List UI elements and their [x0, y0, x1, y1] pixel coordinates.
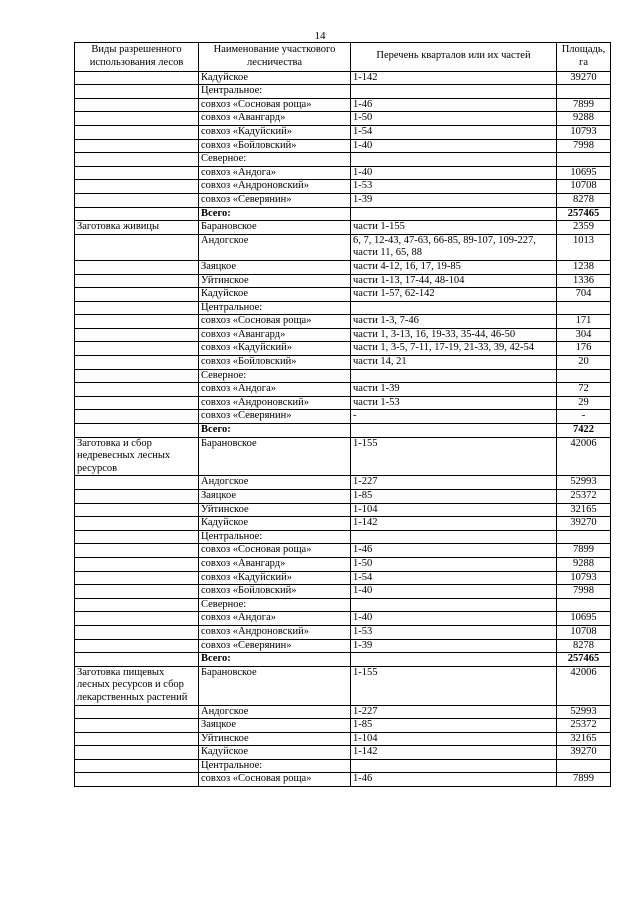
- use-type-cell: [75, 369, 199, 383]
- quarters-cell: части 4-12, 16, 17, 19-85: [351, 260, 557, 274]
- forestry-name-cell: Барановское: [199, 437, 351, 476]
- table-row: [75, 759, 611, 773]
- quarters-cell: 1-85: [351, 490, 557, 504]
- table-row: [75, 476, 611, 490]
- use-type-cell: [75, 301, 199, 315]
- forestry-name-cell: Барановское: [199, 666, 351, 705]
- area-cell: 39270: [557, 517, 611, 531]
- forestry-name-cell: совхоз «Сосновая роща»: [199, 773, 351, 787]
- area-cell: [557, 530, 611, 544]
- quarters-cell: 1-53: [351, 180, 557, 194]
- forestry-name-cell: совхоз «Авангард»: [199, 112, 351, 126]
- forestry-name-cell: Всего:: [199, 424, 351, 438]
- forestry-name-cell: совхоз «Андроновский»: [199, 396, 351, 410]
- area-cell: 7422: [557, 424, 611, 438]
- table-row: [75, 396, 611, 410]
- use-type-cell: [75, 166, 199, 180]
- forestry-name-cell: Уйтинское: [199, 732, 351, 746]
- forestry-name-cell: Барановское: [199, 221, 351, 235]
- table-total-row: [75, 424, 611, 438]
- area-cell: 32165: [557, 732, 611, 746]
- use-type-cell: [75, 274, 199, 288]
- area-cell: 10695: [557, 612, 611, 626]
- header-forestry-name: Наименование участкового лесничества: [199, 43, 351, 72]
- quarters-cell: 1-50: [351, 112, 557, 126]
- forestry-name-cell: совхоз «Бойловский»: [199, 139, 351, 153]
- quarters-cell: 1-40: [351, 166, 557, 180]
- use-type-cell: [75, 153, 199, 167]
- use-type-cell: [75, 705, 199, 719]
- forestry-name-cell: Северное:: [199, 153, 351, 167]
- area-cell: 7998: [557, 585, 611, 599]
- table-row: [75, 732, 611, 746]
- quarters-cell: 1-54: [351, 571, 557, 585]
- use-type-cell: [75, 517, 199, 531]
- quarters-cell: 1-40: [351, 139, 557, 153]
- forestry-name-cell: Центральное:: [199, 301, 351, 315]
- area-cell: [557, 153, 611, 167]
- area-cell: 20: [557, 356, 611, 370]
- use-type-cell: [75, 98, 199, 112]
- table-row: [75, 328, 611, 342]
- area-cell: 1336: [557, 274, 611, 288]
- header-use-type: Виды разрешенного использования лесов: [75, 43, 199, 72]
- quarters-cell: 1-40: [351, 585, 557, 599]
- quarters-cell: 1-142: [351, 746, 557, 760]
- forestry-name-cell: совхоз «Авангард»: [199, 557, 351, 571]
- header-quarters-list: Перечень кварталов или их частей: [351, 43, 557, 72]
- forestry-name-cell: совхоз «Северянин»: [199, 410, 351, 424]
- table-row: [75, 598, 611, 612]
- area-cell: 72: [557, 383, 611, 397]
- forestry-name-cell: совхоз «Северянин»: [199, 639, 351, 653]
- use-type-cell: Заготовка живицы: [75, 221, 199, 235]
- table-header-row: [75, 43, 611, 72]
- forestry-name-cell: Андогское: [199, 234, 351, 260]
- table-row: [75, 342, 611, 356]
- table-row: [75, 719, 611, 733]
- area-cell: 1238: [557, 260, 611, 274]
- use-type-cell: [75, 503, 199, 517]
- table-row: [75, 557, 611, 571]
- table-row: [75, 437, 611, 476]
- forestry-name-cell: Кадуйское: [199, 71, 351, 85]
- use-type-cell: [75, 732, 199, 746]
- use-type-cell: [75, 356, 199, 370]
- area-cell: 7899: [557, 98, 611, 112]
- forestry-name-cell: Всего:: [199, 653, 351, 667]
- use-type-cell: [75, 530, 199, 544]
- area-cell: 10695: [557, 166, 611, 180]
- area-cell: 10708: [557, 180, 611, 194]
- use-type-cell: Заготовка пищевых лесных ресурсов и сбор лекарственных растений: [75, 666, 199, 705]
- use-type-cell: [75, 612, 199, 626]
- area-cell: 29: [557, 396, 611, 410]
- forestry-name-cell: Центральное:: [199, 85, 351, 99]
- table-row: [75, 315, 611, 329]
- quarters-cell: 1-155: [351, 437, 557, 476]
- table-row: [75, 490, 611, 504]
- table-row: [75, 705, 611, 719]
- area-cell: 7998: [557, 139, 611, 153]
- use-type-cell: [75, 139, 199, 153]
- table-row: [75, 369, 611, 383]
- area-cell: -: [557, 410, 611, 424]
- table-row: [75, 571, 611, 585]
- quarters-cell: 1-54: [351, 125, 557, 139]
- use-type-cell: [75, 773, 199, 787]
- forestry-name-cell: Андогское: [199, 705, 351, 719]
- quarters-cell: 1-104: [351, 732, 557, 746]
- quarters-cell: -: [351, 410, 557, 424]
- area-cell: 9288: [557, 112, 611, 126]
- forestry-name-cell: Заяцкое: [199, 719, 351, 733]
- use-type-cell: [75, 639, 199, 653]
- forestry-name-cell: совхоз «Сосновая роща»: [199, 98, 351, 112]
- area-cell: [557, 598, 611, 612]
- quarters-cell: 1-40: [351, 612, 557, 626]
- area-cell: 171: [557, 315, 611, 329]
- forestry-name-cell: совхоз «Сосновая роща»: [199, 315, 351, 329]
- quarters-cell: части 1-155: [351, 221, 557, 235]
- forestry-name-cell: Кадуйское: [199, 517, 351, 531]
- forestry-name-cell: совхоз «Андога»: [199, 166, 351, 180]
- table-row: [75, 234, 611, 260]
- table-row: [75, 71, 611, 85]
- area-cell: [557, 369, 611, 383]
- table-row: [75, 166, 611, 180]
- table-row: [75, 301, 611, 315]
- use-type-cell: [75, 759, 199, 773]
- area-cell: 25372: [557, 719, 611, 733]
- forestry-name-cell: совхоз «Северянин»: [199, 193, 351, 207]
- use-type-cell: [75, 125, 199, 139]
- use-type-cell: [75, 585, 199, 599]
- table-row: [75, 125, 611, 139]
- quarters-cell: части 1-57, 62-142: [351, 288, 557, 302]
- quarters-cell: 1-46: [351, 544, 557, 558]
- quarters-cell: 1-50: [351, 557, 557, 571]
- forest-use-table: [74, 42, 611, 787]
- area-cell: 42006: [557, 437, 611, 476]
- area-cell: [557, 759, 611, 773]
- area-cell: 52993: [557, 705, 611, 719]
- area-cell: 8278: [557, 193, 611, 207]
- table-row: [75, 139, 611, 153]
- forestry-name-cell: Уйтинское: [199, 503, 351, 517]
- quarters-cell: 1-142: [351, 517, 557, 531]
- table-row: [75, 383, 611, 397]
- use-type-cell: [75, 544, 199, 558]
- table-row: [75, 98, 611, 112]
- quarters-cell: [351, 207, 557, 221]
- table-row: [75, 221, 611, 235]
- table-total-row: [75, 207, 611, 221]
- use-type-cell: [75, 410, 199, 424]
- forestry-name-cell: Северное:: [199, 369, 351, 383]
- table-row: [75, 503, 611, 517]
- page-number: 14: [314, 30, 326, 42]
- table-total-row: [75, 653, 611, 667]
- quarters-cell: [351, 598, 557, 612]
- forestry-name-cell: Уйтинское: [199, 274, 351, 288]
- table-row: [75, 180, 611, 194]
- quarters-cell: части 1-39: [351, 383, 557, 397]
- forestry-name-cell: совхоз «Бойловский»: [199, 356, 351, 370]
- quarters-cell: 1-155: [351, 666, 557, 705]
- use-type-cell: [75, 719, 199, 733]
- area-cell: 39270: [557, 71, 611, 85]
- use-type-cell: [75, 476, 199, 490]
- forestry-name-cell: Кадуйское: [199, 288, 351, 302]
- quarters-cell: [351, 759, 557, 773]
- quarters-cell: [351, 369, 557, 383]
- quarters-cell: 1-227: [351, 476, 557, 490]
- area-cell: 1013: [557, 234, 611, 260]
- table-row: [75, 585, 611, 599]
- table-row: [75, 612, 611, 626]
- use-type-cell: [75, 598, 199, 612]
- forestry-name-cell: Центральное:: [199, 759, 351, 773]
- forestry-name-cell: совхоз «Кадуйский»: [199, 125, 351, 139]
- use-type-cell: [75, 288, 199, 302]
- quarters-cell: части 14, 21: [351, 356, 557, 370]
- table-row: [75, 746, 611, 760]
- quarters-cell: 1-46: [351, 773, 557, 787]
- use-type-cell: [75, 193, 199, 207]
- use-type-cell: [75, 315, 199, 329]
- area-cell: 52993: [557, 476, 611, 490]
- forestry-name-cell: совхоз «Андога»: [199, 612, 351, 626]
- forestry-name-cell: совхоз «Кадуйский»: [199, 342, 351, 356]
- quarters-cell: части 1-13, 17-44, 48-104: [351, 274, 557, 288]
- quarters-cell: части 1, 3-5, 7-11, 17-19, 21-33, 39, 42-54: [351, 342, 557, 356]
- quarters-cell: части 1, 3-13, 16, 19-33, 35-44, 46-50: [351, 328, 557, 342]
- area-cell: 42006: [557, 666, 611, 705]
- table-row: [75, 517, 611, 531]
- use-type-cell: [75, 260, 199, 274]
- forestry-name-cell: совхоз «Андроновский»: [199, 625, 351, 639]
- area-cell: 8278: [557, 639, 611, 653]
- table-row: [75, 193, 611, 207]
- quarters-cell: 1-142: [351, 71, 557, 85]
- quarters-cell: 1-53: [351, 625, 557, 639]
- area-cell: [557, 301, 611, 315]
- table-row: [75, 410, 611, 424]
- area-cell: 704: [557, 288, 611, 302]
- quarters-cell: 6, 7, 12-43, 47-63, 66-85, 89-107, 109-227, части 11, 65, 88: [351, 234, 557, 260]
- area-cell: 176: [557, 342, 611, 356]
- table-row: [75, 274, 611, 288]
- use-type-cell: [75, 653, 199, 667]
- forestry-name-cell: совхоз «Авангард»: [199, 328, 351, 342]
- table-body: [75, 71, 611, 786]
- header-area: Площадь, га: [557, 43, 611, 72]
- use-type-cell: [75, 342, 199, 356]
- area-cell: 25372: [557, 490, 611, 504]
- area-cell: 32165: [557, 503, 611, 517]
- area-cell: 304: [557, 328, 611, 342]
- use-type-cell: [75, 490, 199, 504]
- table-row: [75, 112, 611, 126]
- quarters-cell: [351, 653, 557, 667]
- use-type-cell: [75, 571, 199, 585]
- quarters-cell: [351, 301, 557, 315]
- forestry-name-cell: совхоз «Кадуйский»: [199, 571, 351, 585]
- area-cell: 10793: [557, 571, 611, 585]
- area-cell: 10793: [557, 125, 611, 139]
- forestry-name-cell: совхоз «Бойловский»: [199, 585, 351, 599]
- area-cell: 39270: [557, 746, 611, 760]
- area-cell: 7899: [557, 544, 611, 558]
- use-type-cell: [75, 207, 199, 221]
- quarters-cell: части 1-3, 7-46: [351, 315, 557, 329]
- quarters-cell: 1-227: [351, 705, 557, 719]
- use-type-cell: [75, 557, 199, 571]
- forestry-name-cell: Центральное:: [199, 530, 351, 544]
- area-cell: 257465: [557, 653, 611, 667]
- use-type-cell: [75, 71, 199, 85]
- table-row: [75, 773, 611, 787]
- use-type-cell: Заготовка и сбор недревесных лесных ресурсов: [75, 437, 199, 476]
- forestry-name-cell: Андогское: [199, 476, 351, 490]
- area-cell: 10708: [557, 625, 611, 639]
- table-row: [75, 153, 611, 167]
- area-cell: 7899: [557, 773, 611, 787]
- table-row: [75, 356, 611, 370]
- use-type-cell: [75, 328, 199, 342]
- quarters-cell: [351, 153, 557, 167]
- forestry-name-cell: совхоз «Андроновский»: [199, 180, 351, 194]
- area-cell: 257465: [557, 207, 611, 221]
- quarters-cell: 1-39: [351, 639, 557, 653]
- quarters-cell: 1-46: [351, 98, 557, 112]
- use-type-cell: [75, 625, 199, 639]
- forestry-name-cell: Всего:: [199, 207, 351, 221]
- use-type-cell: [75, 396, 199, 410]
- use-type-cell: [75, 383, 199, 397]
- table-row: [75, 288, 611, 302]
- quarters-cell: 1-39: [351, 193, 557, 207]
- use-type-cell: [75, 424, 199, 438]
- use-type-cell: [75, 112, 199, 126]
- use-type-cell: [75, 746, 199, 760]
- quarters-cell: [351, 85, 557, 99]
- forestry-name-cell: Северное:: [199, 598, 351, 612]
- area-cell: 2359: [557, 221, 611, 235]
- quarters-cell: 1-104: [351, 503, 557, 517]
- forestry-name-cell: совхоз «Сосновая роща»: [199, 544, 351, 558]
- table-row: [75, 260, 611, 274]
- forestry-name-cell: Заяцкое: [199, 260, 351, 274]
- table-row: [75, 85, 611, 99]
- area-cell: 9288: [557, 557, 611, 571]
- quarters-cell: [351, 424, 557, 438]
- quarters-cell: части 1-53: [351, 396, 557, 410]
- quarters-cell: [351, 530, 557, 544]
- forestry-name-cell: Кадуйское: [199, 746, 351, 760]
- use-type-cell: [75, 234, 199, 260]
- use-type-cell: [75, 180, 199, 194]
- table-row: [75, 625, 611, 639]
- forestry-name-cell: Заяцкое: [199, 490, 351, 504]
- forestry-name-cell: совхоз «Андога»: [199, 383, 351, 397]
- table-row: [75, 639, 611, 653]
- area-cell: [557, 85, 611, 99]
- table-row: [75, 666, 611, 705]
- use-type-cell: [75, 85, 199, 99]
- table-row: [75, 530, 611, 544]
- quarters-cell: 1-85: [351, 719, 557, 733]
- table-row: [75, 544, 611, 558]
